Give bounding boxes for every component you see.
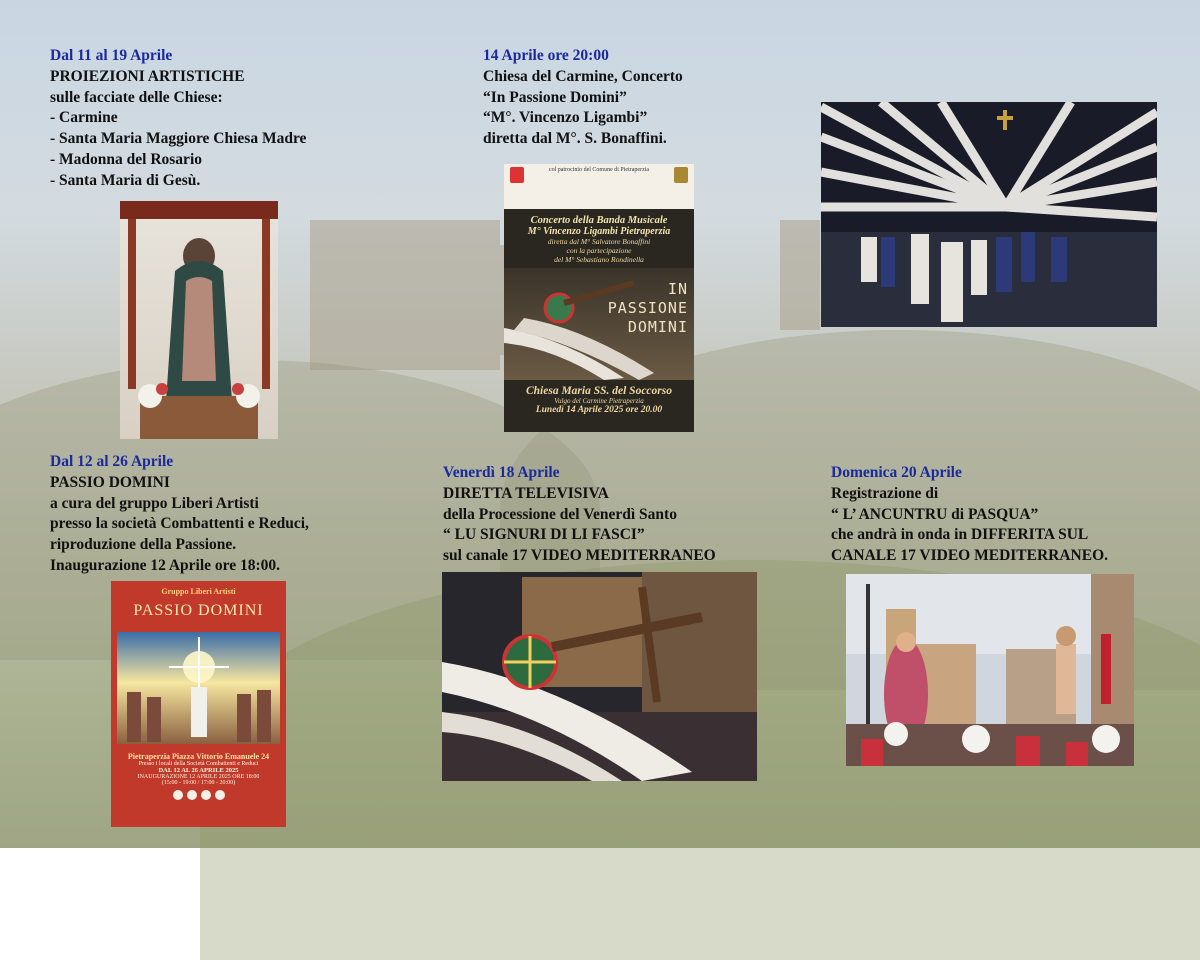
poster-header (504, 164, 694, 209)
section-line: presso la società Combattenti e Reduci, (50, 515, 309, 533)
section-line: Inaugurazione 12 Aprile ore 18:00. (50, 556, 281, 574)
section-line: “ L’ ANCUNTRU di PASQUA” (831, 505, 1039, 523)
poster-church: Chiesa Maria SS. del Soccorso (525, 385, 672, 397)
easter-ancuntru-photo (846, 574, 1134, 766)
section-line: PROIEZIONI ARTISTICHE (50, 67, 245, 85)
section-date: 14 Aprile ore 20:00 (483, 47, 609, 64)
section-tv-broadcast (443, 463, 716, 567)
section-date: Venerdì 18 Aprile (443, 464, 560, 481)
section-line: a cura del gruppo Liberi Artisti (50, 494, 259, 512)
section-line: della Processione del Venerdì Santo (443, 505, 677, 523)
section-line: “M°. Vincenzo Ligambi” (483, 109, 648, 127)
section-line: diretta dal M°. S. Bonaffini. (483, 130, 667, 148)
section-date: Dal 12 al 26 Aprile (50, 453, 174, 470)
section-line: - Santa Maria di Gesù. (50, 171, 201, 189)
procession-veils-photo (821, 102, 1157, 327)
poster-word-in: IN (667, 280, 688, 298)
poster-dates: DAL 12 AL 26 APRILE 2025 (158, 767, 239, 774)
poster-logos (111, 790, 286, 800)
section-line: “In Passione Domini” (483, 88, 627, 106)
section-line: Chiesa del Carmine, Concerto (483, 67, 683, 85)
section-passio-domini (50, 452, 309, 577)
poster-word-passione: PASSIONE (607, 299, 688, 317)
poster-datetime: Lunedì 14 Aprile 2025 ore 20.00 (535, 405, 663, 415)
section-line: - Santa Maria Maggiore Chiesa Madre (50, 130, 307, 148)
logo-icon (187, 790, 197, 800)
section-date: Dal 11 al 19 Aprile (50, 47, 173, 64)
section-date: Domenica 20 Aprile (831, 464, 962, 481)
section-projections (50, 46, 306, 192)
poster-word-domini: DOMINI (627, 318, 688, 336)
logo-icon (201, 790, 211, 800)
poster-director: diretta dal M° Salvatore Bonaffini (547, 237, 651, 246)
section-line: CANALE 17 VIDEO MEDITERRANEO. (831, 547, 1109, 565)
section-line: - Carmine (50, 109, 118, 127)
poster-place: Presso i locali della Società Combattenti e Reduci (138, 761, 259, 767)
poster-title-line1: Concerto della Banda Musicale (530, 215, 668, 226)
poster-opening: INAUGURAZIONE 12 APRILE 2025 ORE 18:00 (137, 774, 260, 780)
poster-guest: del M° Sebastiano Rondinella (554, 255, 644, 264)
logo-icon (215, 790, 225, 800)
section-line: sulle facciate delle Chiese: (50, 88, 223, 106)
poster-passio-title: PASSIO DOMINI (133, 602, 264, 619)
poster-painting (117, 632, 280, 744)
section-line: PASSIO DOMINI (50, 473, 170, 491)
poster-church-sub: Vulgo del Carmine Pietraperzia (554, 397, 644, 405)
section-line: DIRETTA TELEVISIVA (443, 484, 609, 502)
poster-title-line2: M° Vincenzo Ligambi Pietraperzia (527, 226, 671, 237)
procession-crucifix-photo (442, 572, 757, 781)
section-line: riproduzione della Passione. (50, 536, 237, 554)
poster-group: Gruppo Liberi Artisti (161, 587, 236, 596)
section-concert (483, 46, 683, 150)
passio-domini-poster (111, 581, 286, 827)
section-line: “ LU SIGNURI DI LI FASCI” (443, 526, 645, 544)
poster-location: Pietraperzia Piazza Vittorio Emanuele 24 (127, 752, 270, 761)
section-line: sul canale 17 VIDEO MEDITERRANEO (443, 547, 716, 565)
section-line: che andrà in onda in DIFFERITA SUL (831, 526, 1089, 544)
poster-image (504, 268, 694, 380)
crest-icon (674, 167, 688, 183)
section-line: - Madonna del Rosario (50, 150, 202, 168)
section-line: Registrazione di (831, 484, 939, 502)
section-ancuntru (831, 463, 1108, 567)
concert-poster (504, 164, 694, 432)
emblem-icon (510, 167, 524, 183)
poster-hours: (15:00 - 19:00 / 17:00 - 20:00) (161, 780, 236, 786)
poster-patronage: col patrocinio del Comune di Pietraperzia (548, 167, 650, 173)
poster-participation: con la partecipazione (566, 246, 632, 255)
madonna-statue-photo (120, 201, 278, 439)
logo-icon (173, 790, 183, 800)
